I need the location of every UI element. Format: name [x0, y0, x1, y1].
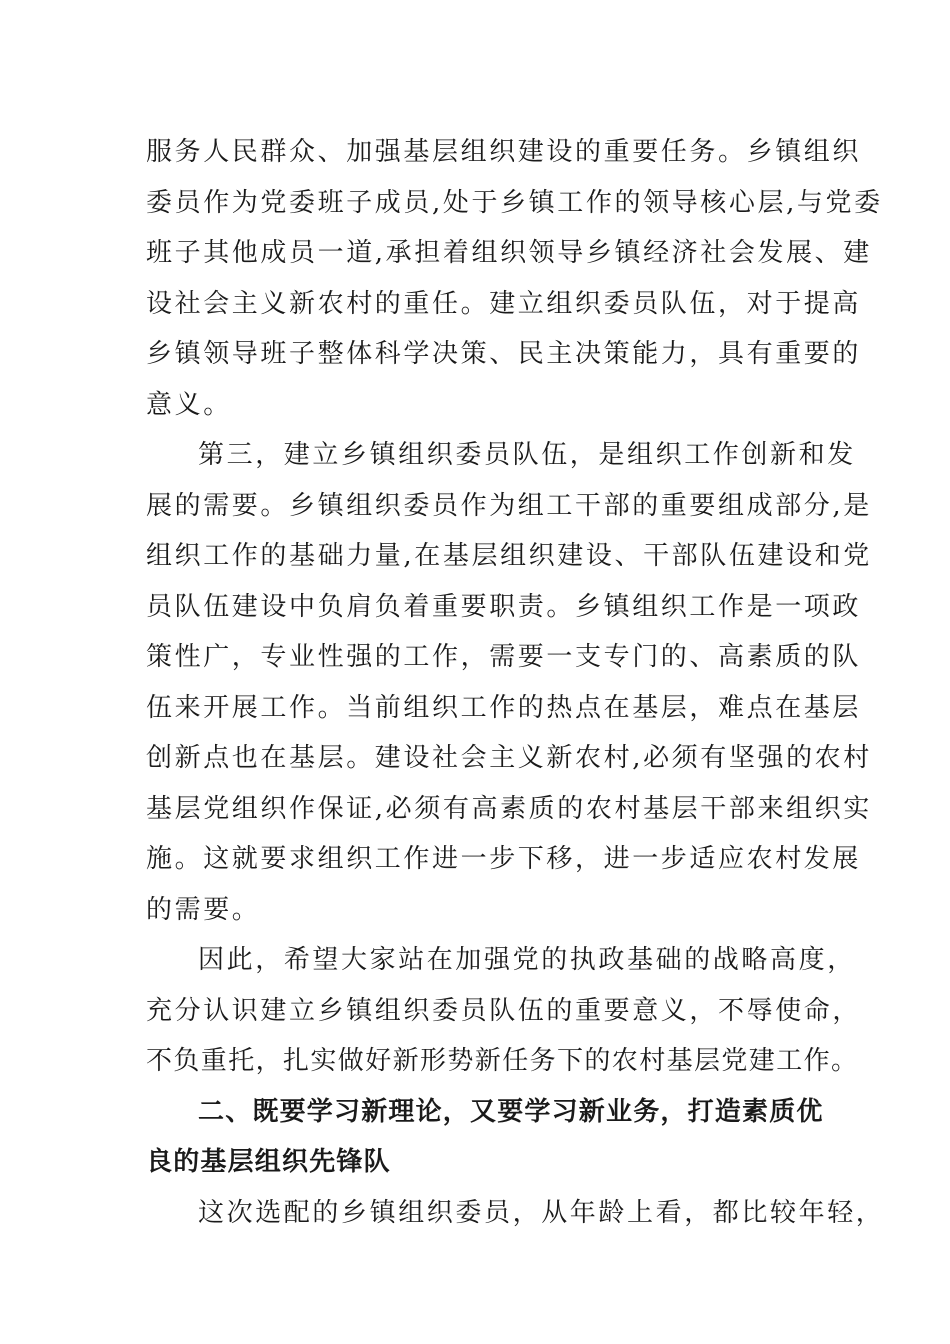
text-line: 意义。: [146, 389, 232, 420]
text-line: 的需要。: [146, 894, 261, 925]
text-line: 因此，希望大家站在加强党的执政基础的战略高度，: [198, 945, 856, 975]
text-line: 不负重托，扎实做好新形势新任务下的农村基层党建工作。: [146, 1046, 859, 1076]
text-line: 委员作为党委班子成员,处于乡镇工作的领导核心层,与党委: [146, 187, 883, 218]
paragraph-1: [146, 127, 883, 430]
text-line: 班子其他成员一道,承担着组织领导乡镇经济社会发展、建: [146, 238, 872, 268]
heading-line: 二、既要学习新理论，又要学习新业务，打造素质优: [198, 1096, 824, 1127]
text-line: 这次选配的乡镇组织委员，从年龄上看，都比较年轻，: [198, 1197, 885, 1228]
text-line: 施。这就要求组织工作进一步下移，进一步适应农村发展: [146, 844, 862, 874]
text-line: 设社会主义新农村的重任。建立组织委员队伍，对于提高: [146, 288, 862, 319]
text-line: 创新点也在基层。建设社会主义新农村,必须有坚强的农村: [146, 743, 872, 773]
text-line: 充分认识建立乡镇组织委员队伍的重要意义，不辱使命，: [146, 995, 862, 1026]
text-line: 服务人民群众、加强基层组织建设的重要任务。乡镇组织: [146, 137, 862, 167]
text-line: 乡镇领导班子整体科学决策、民主决策能力，具有重要的: [146, 339, 862, 369]
text-line: 策性广，专业性强的工作，需要一支专门的、高素质的队: [146, 642, 862, 672]
text-line: 展的需要。乡镇组织委员作为组工干部的重要组成部分,是: [146, 490, 872, 521]
document-body: [146, 127, 885, 1238]
section-heading-2: [146, 1087, 824, 1188]
text-line: 第三，建立乡镇组织委员队伍，是组织工作创新和发: [198, 440, 856, 470]
paragraph-4: [146, 1188, 885, 1239]
text-line: 员队伍建设中负肩负着重要职责。乡镇组织工作是一项政: [146, 591, 862, 622]
text-line: 伍来开展工作。当前组织工作的热点在基层，难点在基层: [146, 692, 862, 723]
text-line: 组织工作的基础力量,在基层组织建设、干部队伍建设和党: [146, 541, 872, 571]
text-line: 基层党组织作保证,必须有高素质的农村基层干部来组织实: [146, 793, 872, 824]
paragraph-3: [146, 935, 862, 1087]
paragraph-2: [146, 430, 872, 935]
heading-line: 良的基层组织先锋队: [146, 1147, 391, 1177]
